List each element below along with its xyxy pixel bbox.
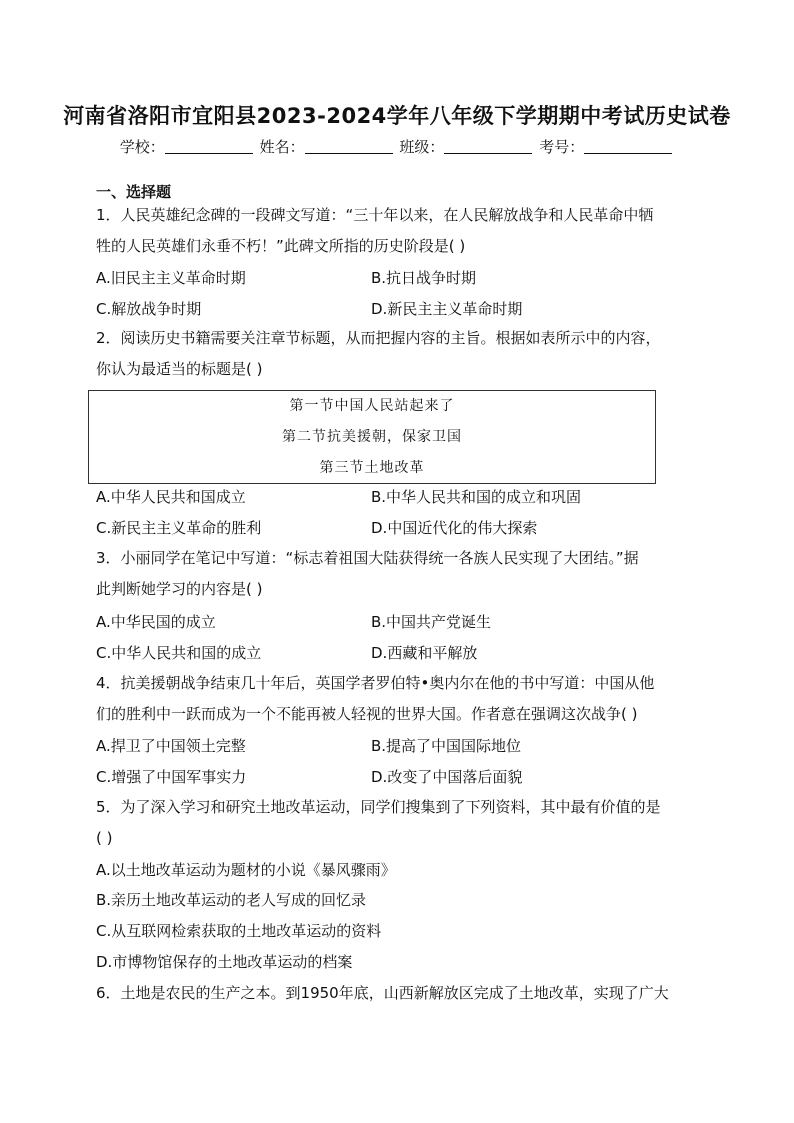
name-label: 姓名： (259, 138, 305, 156)
q3-stem-line1: 3．小丽同学在笔记中写道：“标志着祖国大陆获得统一各族人民实现了大团结。”据 (96, 549, 639, 567)
q3-option-a[interactable]: A.中华民国的成立 (96, 613, 216, 631)
section-heading: 一、选择题 (96, 183, 172, 201)
class-blank[interactable] (444, 139, 532, 154)
q5-stem-line1: 5．为了深入学习和研究土地改革运动，同学们搜集到了下列资料，其中最有价值的是 (96, 798, 661, 816)
q1-option-c[interactable]: C.解放战争时期 (96, 300, 202, 318)
chapter-title-3: 第三节土地改革 (319, 460, 425, 476)
q4-option-c[interactable]: C.增强了中国军事实力 (96, 768, 247, 786)
q1-option-d[interactable]: D.新民主主义革命时期 (371, 300, 523, 318)
q3-option-c[interactable]: C.中华人民共和国的成立 (96, 644, 262, 662)
q5-option-a[interactable]: A.以土地改革运动为题材的小说《暴风骤雨》 (96, 861, 396, 879)
page-title: 河南省洛阳市宜阳县2023-2024学年八年级下学期期中考试历史试卷 (63, 104, 731, 128)
q4-stem-line2: 们的胜利中一跃而成为一个不能再被人轻视的世界大国。作者意在强调这次战争( ) (96, 705, 638, 723)
q4-option-a[interactable]: A.捍卫了中国领土完整 (96, 737, 246, 755)
q2-stem-line1: 2．阅读历史书籍需要关注章节标题，从而把握内容的主旨。根据如表所示中的内容， (96, 329, 661, 347)
chapter-title-2: 第二节抗美援朝，保家卫国 (282, 429, 462, 445)
class-label: 班级： (399, 138, 445, 156)
q2-option-d[interactable]: D.中国近代化的伟大探索 (371, 519, 538, 537)
q5-stem-line2: ( ) (96, 829, 113, 847)
q1-stem-line1: 1．人民英雄纪念碑的一段碑文写道：“三十年以来，在人民解放战争和人民革命中牺 (96, 206, 654, 224)
q1-option-a[interactable]: A.旧民主主义革命时期 (96, 269, 246, 287)
name-blank[interactable] (305, 139, 393, 154)
q5-option-c[interactable]: C.从互联网检索获取的土地改革运动的资料 (96, 922, 382, 940)
q5-option-d[interactable]: D.市博物馆保存的土地改革运动的档案 (96, 953, 353, 971)
chapter-title-1: 第一节中国人民站起来了 (289, 398, 455, 414)
student-info-row (0, 136, 794, 157)
q1-option-b[interactable]: B.抗日战争时期 (371, 269, 477, 287)
q2-stem-line2: 你认为最适当的标题是( ) (96, 360, 263, 378)
q4-option-d[interactable]: D.改变了中国落后面貌 (371, 768, 523, 786)
school-label: 学校： (119, 138, 165, 156)
chapter-table (88, 390, 656, 484)
q4-option-b[interactable]: B.提高了中国国际地位 (371, 737, 522, 755)
q2-option-b[interactable]: B.中华人民共和国的成立和巩固 (371, 488, 582, 506)
school-blank[interactable] (165, 139, 253, 154)
q5-option-b[interactable]: B.亲历土地改革运动的老人写成的回忆录 (96, 891, 367, 909)
q3-option-b[interactable]: B.中国共产党诞生 (371, 613, 492, 631)
q3-stem-line2: 此判断她学习的内容是( ) (96, 580, 263, 598)
q2-option-a[interactable]: A.中华人民共和国成立 (96, 488, 246, 506)
q4-stem-line1: 4．抗美援朝战争结束几十年后，英国学者罗伯特•奥内尔在他的书中写道：中国从他 (96, 674, 655, 692)
number-label: 考号： (539, 138, 585, 156)
number-blank[interactable] (584, 139, 672, 154)
q6-stem-line1: 6．土地是农民的生产之本。到1950年底，山西新解放区完成了土地改革，实现了广大 (96, 984, 669, 1002)
q1-stem-line2: 牲的人民英雄们永垂不朽！”此碑文所指的历史阶段是( ) (96, 237, 466, 255)
q3-option-d[interactable]: D.西藏和平解放 (371, 644, 478, 662)
q2-option-c[interactable]: C.新民主主义革命的胜利 (96, 519, 262, 537)
